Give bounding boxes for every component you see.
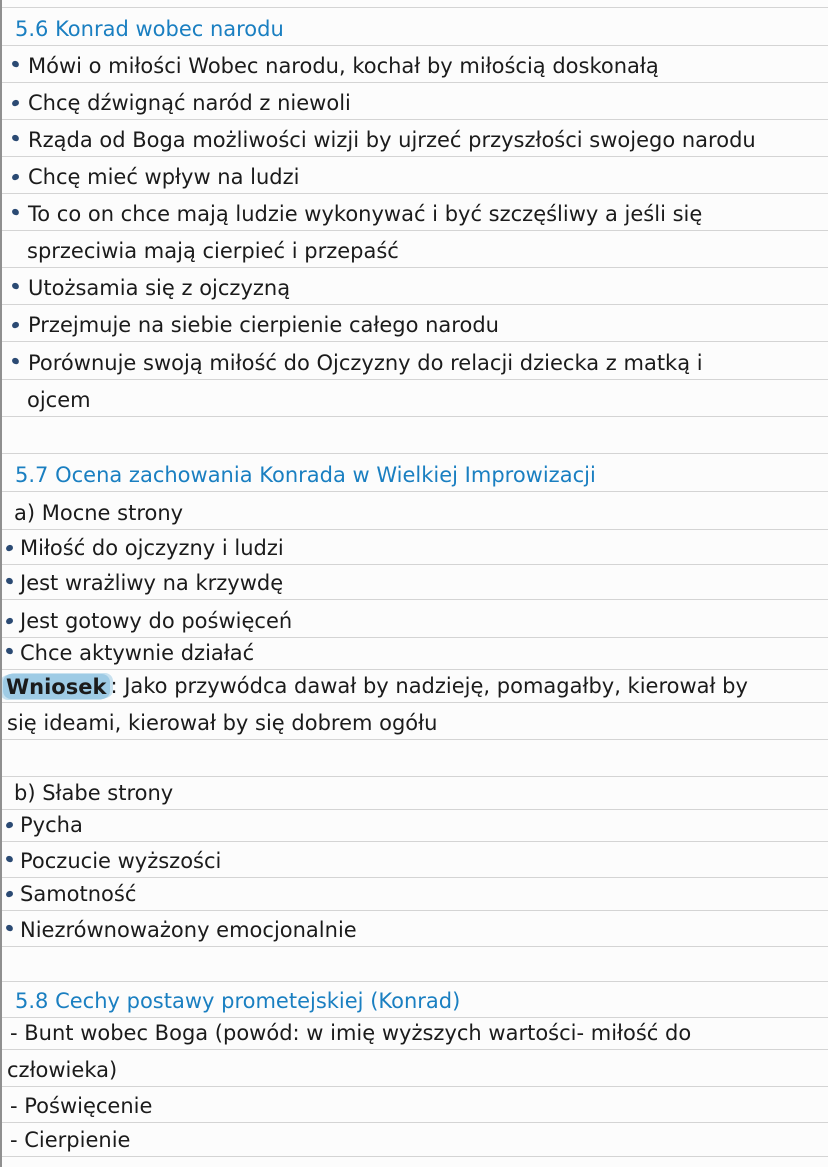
note-text: Utożsamia się z ojczyzną	[28, 276, 291, 300]
bullet-dot-icon	[11, 173, 19, 181]
note-line	[2, 380, 828, 417]
note-line	[2, 83, 828, 120]
bullet-dot-icon	[11, 208, 20, 216]
note-text: - Poświęcenie	[10, 1094, 153, 1118]
bullet-dot-icon	[5, 544, 13, 552]
note-text: Rząda od Boga możliwości wizji by ujrzeć przyszłości swojego narodu	[28, 128, 756, 152]
note-text: człowieka)	[7, 1058, 118, 1082]
bullet-dot-icon	[5, 617, 13, 625]
note-line	[2, 231, 828, 268]
bullet-dot-icon	[5, 647, 14, 655]
note-text: Chcę mieć wpływ na ludzi	[28, 165, 300, 189]
top-margin-strip	[2, 0, 828, 8]
note-line	[2, 1018, 828, 1050]
note-text: - Cierpienie	[10, 1128, 131, 1152]
note-line	[2, 1050, 828, 1087]
empty-ruled-line	[2, 740, 828, 777]
note-text: - Bunt wobec Boga (powód: w imię wyższych wartości- miłość do	[10, 1021, 692, 1045]
note-line	[2, 911, 828, 947]
bullet-dot-icon	[5, 924, 14, 932]
note-text: Samotność	[20, 882, 137, 906]
note-text: To co on chce mają ludzie wykonywać i być szczęśliwy a jeśli się	[28, 202, 703, 226]
heading-text: 5.6 Konrad wobec narodu	[15, 17, 284, 41]
note-line	[2, 530, 828, 565]
note-line	[2, 777, 828, 810]
bullet-dot-icon	[5, 890, 13, 898]
note-text: Chce aktywnie działać	[20, 641, 255, 665]
note-line	[2, 157, 828, 194]
note-text: Pycha	[20, 813, 83, 837]
bullet-dot-icon	[5, 855, 14, 863]
note-line	[2, 638, 828, 670]
note-line	[2, 600, 828, 638]
bullet-dot-icon	[11, 357, 20, 365]
note-text: Przejmuje na siebie cierpienie całego narodu	[28, 313, 499, 337]
bullet-dot-icon	[11, 282, 20, 290]
note-text: Miłość do ojczyzny i ludzi	[20, 536, 284, 560]
note-line	[2, 1123, 828, 1157]
bullet-dot-icon	[11, 99, 19, 107]
empty-ruled-line	[2, 947, 828, 982]
note-line	[2, 194, 828, 231]
note-text: : Jako przywódca dawał by nadzieję, pomagałby, kierował by	[110, 674, 748, 698]
note-text: się ideami, kierował by się dobrem ogółu	[7, 711, 438, 735]
note-text: b) Słabe strony	[14, 781, 174, 805]
note-line	[2, 492, 828, 530]
note-line	[2, 878, 828, 911]
section-heading	[2, 982, 828, 1018]
note-text: Jest wrażliwy na krzywdę	[20, 571, 284, 595]
note-text: Chcę dźwignąć naród z niewoli	[28, 91, 351, 115]
note-line	[2, 670, 828, 703]
note-text: Poczucie wyższości	[20, 849, 222, 873]
note-text: Porównuje swoją miłość do Ojczyzny do relacji dziecka z matką i	[28, 351, 703, 375]
note-line	[2, 810, 828, 842]
bullet-dot-icon	[5, 821, 13, 829]
note-line	[2, 305, 828, 342]
note-lines-container	[2, 8, 828, 1157]
section-heading	[2, 454, 828, 492]
highlighted-word: Wniosek	[3, 674, 110, 699]
note-text: Jest gotowy do poświęceń	[20, 609, 293, 633]
bullet-dot-icon	[5, 577, 14, 585]
bullet-dot-icon	[11, 134, 20, 142]
note-line	[2, 703, 828, 740]
note-line	[2, 1087, 828, 1123]
note-line	[2, 268, 828, 305]
bullet-dot-icon	[11, 60, 20, 68]
section-heading	[2, 8, 828, 46]
note-text: Mówi o miłości Wobec narodu, kochał by miłością doskonałą	[28, 54, 659, 78]
heading-text: 5.8 Cechy postawy prometejskiej (Konrad)	[15, 989, 461, 1013]
bullet-dot-icon	[11, 321, 19, 329]
note-text: sprzeciwia mają cierpieć i przepaść	[27, 239, 399, 263]
empty-ruled-line	[2, 417, 828, 454]
note-text: Niezrównoważony emocjonalnie	[20, 918, 357, 942]
note-line	[2, 565, 828, 600]
note-line	[2, 46, 828, 83]
note-line	[2, 842, 828, 878]
bottom-margin-strip	[2, 1157, 828, 1166]
note-line	[2, 342, 828, 380]
note-line	[2, 120, 828, 157]
note-text: ojcem	[27, 388, 91, 412]
note-text: a) Mocne strony	[14, 501, 184, 525]
heading-text: 5.7 Ocena zachowania Konrada w Wielkiej Improwizacji	[15, 463, 596, 487]
